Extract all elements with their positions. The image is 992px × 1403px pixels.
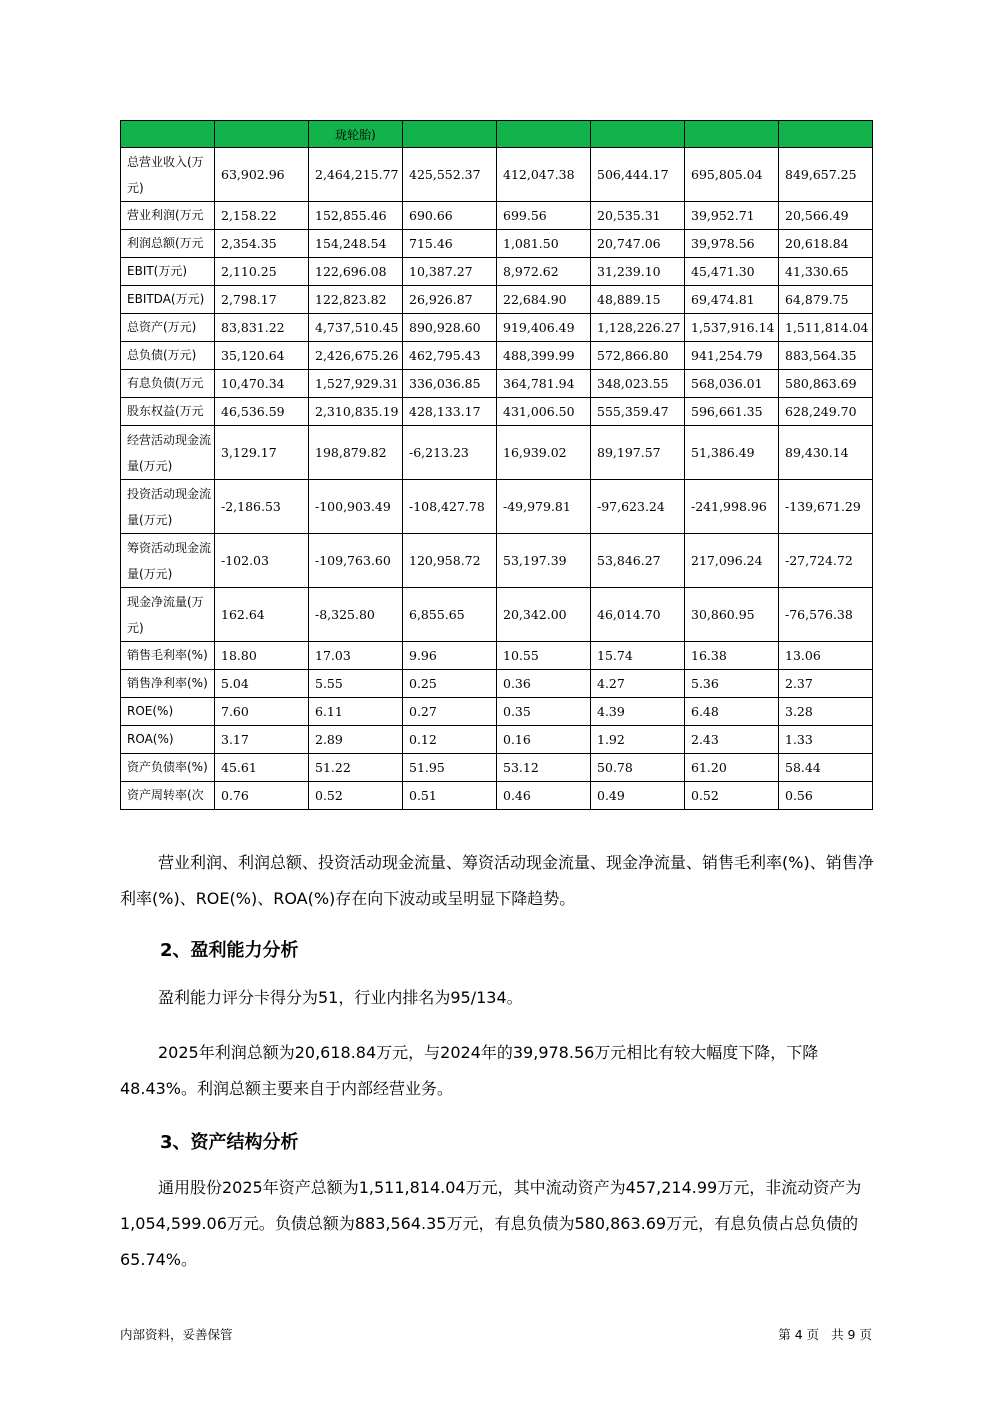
row-label: 投资活动现金流量(万元) bbox=[121, 480, 215, 534]
table-row bbox=[121, 370, 873, 398]
table-cell: 51,386.49 bbox=[685, 426, 779, 480]
table-cell: 20,342.00 bbox=[497, 588, 591, 642]
table-row bbox=[121, 148, 873, 202]
header-cell bbox=[685, 121, 779, 148]
table-cell: 2.89 bbox=[309, 726, 403, 754]
table-cell: 628,249.70 bbox=[779, 398, 873, 426]
footer-left: 内部资料，妥善保管 bbox=[120, 1327, 233, 1342]
table-cell: 2,310,835.19 bbox=[309, 398, 403, 426]
table-cell: 16,939.02 bbox=[497, 426, 591, 480]
row-label: 利润总额(万元 bbox=[121, 230, 215, 258]
table-cell: 0.35 bbox=[497, 698, 591, 726]
table-cell: 2.37 bbox=[779, 670, 873, 698]
table-cell: 15.74 bbox=[591, 642, 685, 670]
table-cell: 48,889.15 bbox=[591, 286, 685, 314]
table-cell: 217,096.24 bbox=[685, 534, 779, 588]
table-cell: -241,998.96 bbox=[685, 480, 779, 534]
row-label: EBITDA(万元) bbox=[121, 286, 215, 314]
table-cell: 0.12 bbox=[403, 726, 497, 754]
row-label: 总营业收入(万元) bbox=[121, 148, 215, 202]
table-cell: 1,527,929.31 bbox=[309, 370, 403, 398]
table-cell: 568,036.01 bbox=[685, 370, 779, 398]
table-cell: 5.36 bbox=[685, 670, 779, 698]
financial-indicators-table bbox=[120, 120, 873, 810]
table-row bbox=[121, 480, 873, 534]
table-cell: 162.64 bbox=[215, 588, 309, 642]
table-cell: 5.55 bbox=[309, 670, 403, 698]
table-cell: 89,430.14 bbox=[779, 426, 873, 480]
table-row bbox=[121, 202, 873, 230]
table-cell: 46,014.70 bbox=[591, 588, 685, 642]
row-label: 现金净流量(万元) bbox=[121, 588, 215, 642]
table-cell: 120,958.72 bbox=[403, 534, 497, 588]
table-cell: 0.56 bbox=[779, 782, 873, 810]
profit-total-paragraph: 2025年利润总额为20,618.84万元，与2024年的39,978.56万元相比有较大幅度下降，下降48.43%。利润总额主要来自于内部经营业务。 bbox=[120, 1043, 819, 1098]
table-cell: 425,552.37 bbox=[403, 148, 497, 202]
table-cell: -100,903.49 bbox=[309, 480, 403, 534]
table-cell: 89,197.57 bbox=[591, 426, 685, 480]
table-cell: 17.03 bbox=[309, 642, 403, 670]
table-cell: 46,536.59 bbox=[215, 398, 309, 426]
table-row bbox=[121, 782, 873, 810]
trend-paragraph: 营业利润、利润总额、投资活动现金流量、筹资活动现金流量、现金净流量、销售毛利率(%)、销售净利率(%)、ROE(%)、ROA(%)存在向下波动或呈明显下降趋势。 bbox=[120, 853, 874, 908]
table-cell: 1.92 bbox=[591, 726, 685, 754]
table-cell: 364,781.94 bbox=[497, 370, 591, 398]
header-cell bbox=[497, 121, 591, 148]
table-cell: 69,474.81 bbox=[685, 286, 779, 314]
table-cell: 152,855.46 bbox=[309, 202, 403, 230]
table-cell: 63,902.96 bbox=[215, 148, 309, 202]
table-cell: 53,197.39 bbox=[497, 534, 591, 588]
row-label: 资产周转率(次 bbox=[121, 782, 215, 810]
table-cell: 0.52 bbox=[309, 782, 403, 810]
table-cell: -109,763.60 bbox=[309, 534, 403, 588]
table-cell: 580,863.69 bbox=[779, 370, 873, 398]
table-cell: 61.20 bbox=[685, 754, 779, 782]
table-cell: 941,254.79 bbox=[685, 342, 779, 370]
table-cell: 348,023.55 bbox=[591, 370, 685, 398]
table-cell: 3.28 bbox=[779, 698, 873, 726]
row-label: 资产负债率(%) bbox=[121, 754, 215, 782]
table-cell: 16.38 bbox=[685, 642, 779, 670]
row-label: 营业利润(万元 bbox=[121, 202, 215, 230]
table-cell: 0.27 bbox=[403, 698, 497, 726]
table-cell: 0.52 bbox=[685, 782, 779, 810]
table-cell: 22,684.90 bbox=[497, 286, 591, 314]
table-cell: 462,795.43 bbox=[403, 342, 497, 370]
table-cell: 35,120.64 bbox=[215, 342, 309, 370]
table-cell: 30,860.95 bbox=[685, 588, 779, 642]
table-row bbox=[121, 258, 873, 286]
table-cell: 20,747.06 bbox=[591, 230, 685, 258]
table-cell: 8,972.62 bbox=[497, 258, 591, 286]
row-label: 销售毛利率(%) bbox=[121, 642, 215, 670]
table-cell: 0.51 bbox=[403, 782, 497, 810]
table-cell: 0.49 bbox=[591, 782, 685, 810]
table-cell: 1,511,814.04 bbox=[779, 314, 873, 342]
table-cell: 412,047.38 bbox=[497, 148, 591, 202]
table-cell: 0.46 bbox=[497, 782, 591, 810]
table-row bbox=[121, 230, 873, 258]
table-cell: 428,133.17 bbox=[403, 398, 497, 426]
table-cell: 555,359.47 bbox=[591, 398, 685, 426]
table-cell: 695,805.04 bbox=[685, 148, 779, 202]
table-cell: 336,036.85 bbox=[403, 370, 497, 398]
table-cell: 1,081.50 bbox=[497, 230, 591, 258]
table-cell: 122,696.08 bbox=[309, 258, 403, 286]
table-row bbox=[121, 342, 873, 370]
table-cell: 45,471.30 bbox=[685, 258, 779, 286]
header-cell bbox=[215, 121, 309, 148]
table-cell: 506,444.17 bbox=[591, 148, 685, 202]
row-label: 总负债(万元) bbox=[121, 342, 215, 370]
table-cell: 883,564.35 bbox=[779, 342, 873, 370]
table-cell: 6.48 bbox=[685, 698, 779, 726]
table-cell: -49,979.81 bbox=[497, 480, 591, 534]
table-cell: 2,426,675.26 bbox=[309, 342, 403, 370]
table-cell: 0.76 bbox=[215, 782, 309, 810]
table-row bbox=[121, 642, 873, 670]
table-row bbox=[121, 534, 873, 588]
table-cell: -108,427.78 bbox=[403, 480, 497, 534]
table-cell: 572,866.80 bbox=[591, 342, 685, 370]
table-cell: 20,618.84 bbox=[779, 230, 873, 258]
table-cell: 41,330.65 bbox=[779, 258, 873, 286]
table-cell: 4.27 bbox=[591, 670, 685, 698]
table-cell: 2,464,215.77 bbox=[309, 148, 403, 202]
table-cell: 4,737,510.45 bbox=[309, 314, 403, 342]
table-cell: 690.66 bbox=[403, 202, 497, 230]
table-cell: 1,128,226.27 bbox=[591, 314, 685, 342]
table-cell: 2,798.17 bbox=[215, 286, 309, 314]
table-cell: 715.46 bbox=[403, 230, 497, 258]
table-row bbox=[121, 314, 873, 342]
row-label: ROA(%) bbox=[121, 726, 215, 754]
table-cell: -97,623.24 bbox=[591, 480, 685, 534]
table-cell: 0.25 bbox=[403, 670, 497, 698]
header-cell: 珑轮胎) bbox=[309, 121, 403, 148]
table-cell: 2.43 bbox=[685, 726, 779, 754]
row-label: EBIT(万元) bbox=[121, 258, 215, 286]
table-cell: 45.61 bbox=[215, 754, 309, 782]
table-cell: 488,399.99 bbox=[497, 342, 591, 370]
table-cell: 50.78 bbox=[591, 754, 685, 782]
table-cell: 2,354.35 bbox=[215, 230, 309, 258]
table-row bbox=[121, 286, 873, 314]
asset-structure-paragraph: 通用股份2025年资产总额为1,511,814.04万元，其中流动资产为457,214.99万元，非流动资产为1,054,599.06万元。负债总额为883,564.35万元，有息负债为580,863.69万元，有息负债占总负债的65.74%。 bbox=[120, 1178, 862, 1269]
table-cell: 7.60 bbox=[215, 698, 309, 726]
row-label: 总资产(万元) bbox=[121, 314, 215, 342]
table-cell: 122,823.82 bbox=[309, 286, 403, 314]
row-label: ROE(%) bbox=[121, 698, 215, 726]
table-cell: 39,978.56 bbox=[685, 230, 779, 258]
profitability-score-paragraph: 盈利能力评分卡得分为51，行业内排名为95/134。 bbox=[158, 988, 523, 1007]
table-row bbox=[121, 398, 873, 426]
table-cell: 53,846.27 bbox=[591, 534, 685, 588]
table-cell: 83,831.22 bbox=[215, 314, 309, 342]
table-row bbox=[121, 588, 873, 642]
table-cell: 596,661.35 bbox=[685, 398, 779, 426]
table-cell: 3.17 bbox=[215, 726, 309, 754]
table-cell: 18.80 bbox=[215, 642, 309, 670]
table-cell: 20,566.49 bbox=[779, 202, 873, 230]
table-cell: 51.95 bbox=[403, 754, 497, 782]
table-cell: 13.06 bbox=[779, 642, 873, 670]
table-header-row bbox=[121, 121, 873, 148]
table-cell: 9.96 bbox=[403, 642, 497, 670]
header-cell bbox=[779, 121, 873, 148]
table-cell: -6,213.23 bbox=[403, 426, 497, 480]
table-cell: -139,671.29 bbox=[779, 480, 873, 534]
table-row bbox=[121, 698, 873, 726]
table-cell: 20,535.31 bbox=[591, 202, 685, 230]
table-cell: 2,158.22 bbox=[215, 202, 309, 230]
table-cell: 6.11 bbox=[309, 698, 403, 726]
table-cell: 0.36 bbox=[497, 670, 591, 698]
header-cell bbox=[403, 121, 497, 148]
table-cell: 10.55 bbox=[497, 642, 591, 670]
row-label: 筹资活动现金流量(万元) bbox=[121, 534, 215, 588]
table-cell: 3,129.17 bbox=[215, 426, 309, 480]
table-cell: 6,855.65 bbox=[403, 588, 497, 642]
table-cell: 10,470.34 bbox=[215, 370, 309, 398]
row-label: 股东权益(万元 bbox=[121, 398, 215, 426]
table-cell: 849,657.25 bbox=[779, 148, 873, 202]
table-cell: 154,248.54 bbox=[309, 230, 403, 258]
table-cell: 58.44 bbox=[779, 754, 873, 782]
section-3-heading: 3、资产结构分析 bbox=[160, 1132, 299, 1153]
table-cell: -8,325.80 bbox=[309, 588, 403, 642]
table-cell: 10,387.27 bbox=[403, 258, 497, 286]
table-cell: -76,576.38 bbox=[779, 588, 873, 642]
table-cell: 919,406.49 bbox=[497, 314, 591, 342]
table-cell: 890,928.60 bbox=[403, 314, 497, 342]
table-cell: -2,186.53 bbox=[215, 480, 309, 534]
table-cell: 431,006.50 bbox=[497, 398, 591, 426]
row-label: 经营活动现金流量(万元) bbox=[121, 426, 215, 480]
table-row bbox=[121, 426, 873, 480]
table-row bbox=[121, 670, 873, 698]
table-cell: 51.22 bbox=[309, 754, 403, 782]
row-label: 有息负债(万元 bbox=[121, 370, 215, 398]
table-cell: 39,952.71 bbox=[685, 202, 779, 230]
table-cell: 5.04 bbox=[215, 670, 309, 698]
table-cell: 1,537,916.14 bbox=[685, 314, 779, 342]
section-2-heading: 2、盈利能力分析 bbox=[160, 940, 299, 961]
table-cell: 53.12 bbox=[497, 754, 591, 782]
table-cell: 699.56 bbox=[497, 202, 591, 230]
footer-page-number: 第 4 页 共 9 页 bbox=[778, 1327, 872, 1342]
table-cell: 1.33 bbox=[779, 726, 873, 754]
table-cell: 2,110.25 bbox=[215, 258, 309, 286]
table-row bbox=[121, 726, 873, 754]
header-cell bbox=[121, 121, 215, 148]
table-cell: -102.03 bbox=[215, 534, 309, 588]
table-cell: 198,879.82 bbox=[309, 426, 403, 480]
table-cell: 64,879.75 bbox=[779, 286, 873, 314]
table-cell: -27,724.72 bbox=[779, 534, 873, 588]
table-row bbox=[121, 754, 873, 782]
table-cell: 0.16 bbox=[497, 726, 591, 754]
table-cell: 4.39 bbox=[591, 698, 685, 726]
header-cell bbox=[591, 121, 685, 148]
table-cell: 26,926.87 bbox=[403, 286, 497, 314]
table-cell: 31,239.10 bbox=[591, 258, 685, 286]
row-label: 销售净利率(%) bbox=[121, 670, 215, 698]
